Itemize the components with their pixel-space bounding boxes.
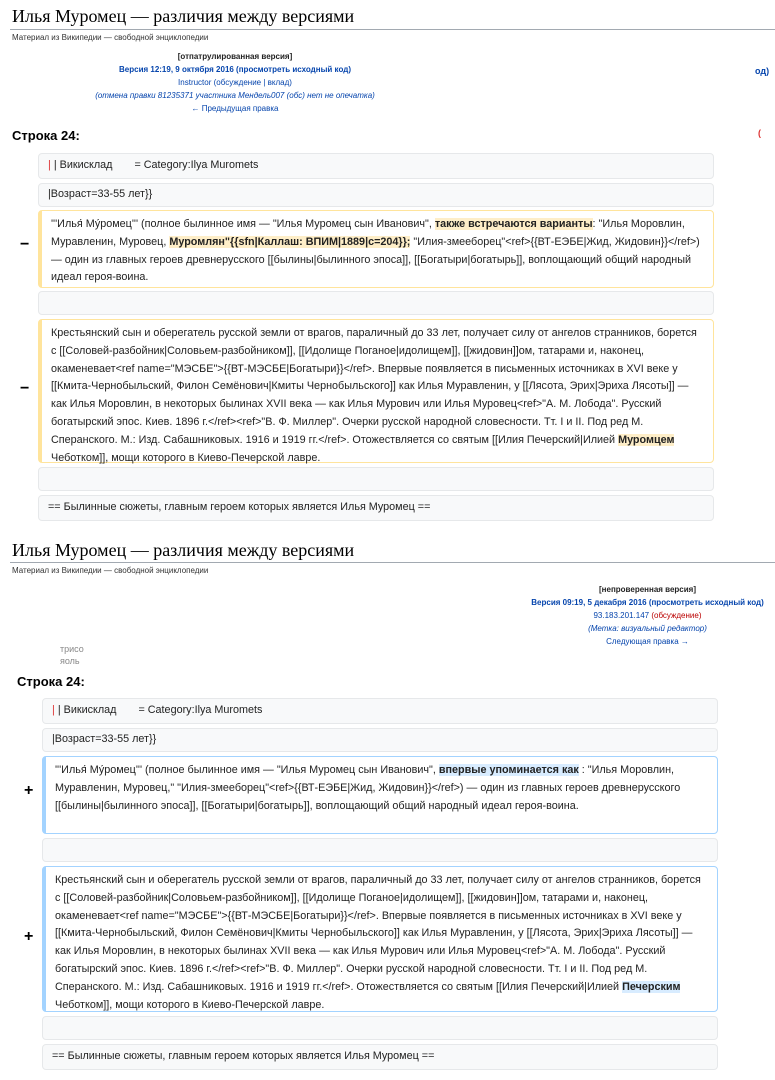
- line-text: == Былинные сюжеты, главным героем которых является Илья Муромец ==: [48, 501, 431, 513]
- revision-version-link[interactable]: Версия 12:19, 9 октября 2016 (просмотреть исходный код): [119, 65, 351, 74]
- page-subtitle: Материал из Википедии — свободной энциклопедии: [12, 33, 209, 42]
- line-text: | Викисклад: [53, 159, 113, 171]
- context-line-heading: [38, 495, 714, 521]
- new-revision-meta: [520, 583, 775, 648]
- right-column-edge-mark: (: [758, 128, 761, 138]
- diff-minus-marker: −: [20, 380, 30, 397]
- new-revision-panel: [0, 536, 775, 1080]
- context-line-commons: [38, 153, 714, 179]
- deleted-highlight: Муромцем: [618, 433, 675, 446]
- revision-user-link[interactable]: Instructor (обсуждение | вклад): [178, 78, 292, 87]
- overlapping-text-fragment: трисо яоль: [60, 644, 84, 666]
- next-edit-link[interactable]: Следующая правка →: [606, 637, 689, 646]
- line-text: : "Илья Моровлин, Муравленин, Муровец,: [51, 218, 685, 248]
- line-text: | Викисклад: [57, 704, 117, 716]
- user-ip-link[interactable]: 93.183.201.147: [593, 611, 650, 620]
- empty-context-line: [42, 838, 718, 862]
- diff-plus-marker: +: [24, 928, 34, 945]
- line-text: Чеботком]], мощи которого в Киево-Печерской лавре.: [51, 451, 321, 464]
- deleted-highlight: также встречаются варианты: [434, 218, 593, 230]
- page-subtitle: Материал из Википедии — свободной энциклопедии: [12, 566, 209, 575]
- revision-status: [непроверенная версия]: [599, 585, 696, 594]
- title-divider: [10, 562, 775, 563]
- old-revision-panel: [0, 0, 775, 536]
- line-text: = Category:Ilya Muromets: [138, 704, 263, 716]
- right-column-edge-text[interactable]: од): [755, 66, 770, 76]
- revision-status: [отпатрулированная версия]: [177, 52, 293, 61]
- line-text: '''Илья́ Му́ромец''' (полное былинное имя — "Илья Муромец сын Иванович",: [51, 218, 435, 230]
- diff-plus-marker: +: [24, 782, 34, 799]
- added-highlight: впервые упоминается как: [438, 764, 579, 776]
- revision-user: [520, 609, 775, 622]
- page-title: Илья Муромец — различия между версиями: [12, 540, 355, 560]
- page-title: Илья Муромец — различия между версиями: [12, 6, 355, 26]
- added-highlight: Печерским: [622, 980, 681, 993]
- diff-line-number: Строка 24:: [12, 128, 80, 143]
- context-line-age: [38, 183, 714, 207]
- line-text: Крестьянский сын и оберегатель русской земли от врагов, параличный до 33 лет, получает силу от ангелов странников, борется с [[Соловей-разбойник|Соловьем-разбойником]], [[Идолище Поганое|идолищем]], [[жидовин]]ом, татарами и, наконец, окаменевает<ref name="МЭСБЕ">{{ВТ-МЭСБЕ|Богатыри}}</ref>. Впервые появляется в письменных источниках в XVI веке у [[Кмита-Чернобыльский, Филон Семёнович|Кмиты Чернобыльского]] как Илья Муравленин, у [[Лясота, Эрих|Эриха Лясоты]] — как Илья Моровлин, в некоторых былинах XVII века — как Илья Мурович или Илья Муровец<ref>"А. М. Лобода". Русский богатырский эпос. Киев. 1896 г.</ref><ref>"В. Ф. Миллер". Очерки русской народной словесности. Тт. I и II. Под ред М. Сперанского. М.: Изд. Сабашниковых. 1916 и 1919 гг.</ref>. Отожествляется со святым [[Илия Печерский|Илией: [55, 874, 701, 993]
- diff-minus-marker: −: [20, 236, 30, 253]
- context-line-age: [42, 728, 718, 752]
- diff-line-number: Строка 24:: [17, 674, 85, 689]
- line-text: Чеботком]], мощи которого в Киево-Печерской лавре.: [55, 998, 325, 1011]
- deleted-highlight: Муромлян"{{sfn|Каллаш: ВПИМ|1889|c=204}};: [169, 235, 411, 248]
- line-text: == Былинные сюжеты, главным героем которых является Илья Муромец ==: [52, 1050, 435, 1062]
- added-line-paragraph1: [42, 756, 718, 834]
- title-divider: [10, 29, 775, 30]
- empty-context-line: [38, 467, 714, 491]
- line-text: |Возраст=33-55 лет}}: [48, 188, 153, 200]
- empty-context-line: [38, 291, 714, 315]
- line-text: |Возраст=33-55 лет}}: [52, 733, 157, 745]
- old-revision-meta: [90, 50, 380, 115]
- context-line-commons: [42, 698, 718, 724]
- deleted-line-paragraph1: [38, 210, 714, 288]
- pipe-char: |: [52, 704, 55, 716]
- context-line-heading: [42, 1044, 718, 1070]
- revision-version-link[interactable]: Версия 09:19, 5 декабря 2016 (просмотреть исходный код): [531, 598, 764, 607]
- deleted-line-paragraph2: [38, 319, 714, 463]
- line-text: : "Илья Моровлин, Муравленин, Муровец," "Илия-змееборец"<ref>{{ВТ-ЕЭБЕ|Жид, Жидовин}}</ref>) — один из главных героев древнерусского [[былины|былинного эпоса]], [[Богатыри|богатырь]], воплощающий общий народный идеал героя-воина.: [55, 764, 681, 812]
- added-line-paragraph2: [42, 866, 718, 1012]
- line-text: '''Илья́ Му́ромец''' (полное былинное имя — "Илья Муромец сын Иванович",: [55, 764, 439, 776]
- edit-summary: (отмена правки 81235371 участника Мендель007 (обс) нет не опечатка): [95, 91, 375, 100]
- line-text: = Category:Ilya Muromets: [134, 159, 259, 171]
- line-text: Крестьянский сын и оберегатель русской земли от врагов, параличный до 33 лет, получает силу от ангелов странников, борется с [[Соловей-разбойник|Соловьем-разбойником]], [[Идолище Поганое|идолищем]], [[жидовин]]ом, татарами и, наконец, окаменевает<ref name="МЭСБЕ">{{ВТ-МЭСБЕ|Богатыри}}</ref>. Впервые появляется в письменных источниках в XVI веке у [[Кмита-Чернобыльский, Филон Семёнович|Кмиты Чернобыльского]] как Илья Муравленин, у [[Лясота, Эрих|Эриха Лясоты]] — как Илья Моровлин, в некоторых былинах XVII века — как Илья Мурович или Илья Муровец<ref>"А. М. Лобода". Русский богатырский эпос. Киев. 1896 г.</ref><ref>"В. Ф. Миллер". Очерки русской народной словесности. Тт. I и II. Под ред М. Сперанского. М.: Изд. Сабашниковых. 1916 и 1919 гг.</ref>. Отожествляется со святым [[Илия Печерский|Илией: [51, 327, 697, 446]
- pipe-char: |: [48, 159, 51, 171]
- empty-context-line: [42, 1016, 718, 1040]
- edit-tag: (Метка: визуальный редактор): [588, 624, 707, 633]
- user-talk-link[interactable]: (обсуждение): [651, 611, 702, 620]
- line-text: "Илия-змееборец"<ref>{{ВТ-ЕЭБЕ|Жид, Жидовин}}</ref>) — один из главных героев древнерусского [[былины|былинного эпоса]], [[Богатыри|богатырь]], воплощающий общий народный идеал героя-воина.: [51, 235, 700, 284]
- previous-edit-link[interactable]: ← Предыдущая правка: [191, 104, 279, 113]
